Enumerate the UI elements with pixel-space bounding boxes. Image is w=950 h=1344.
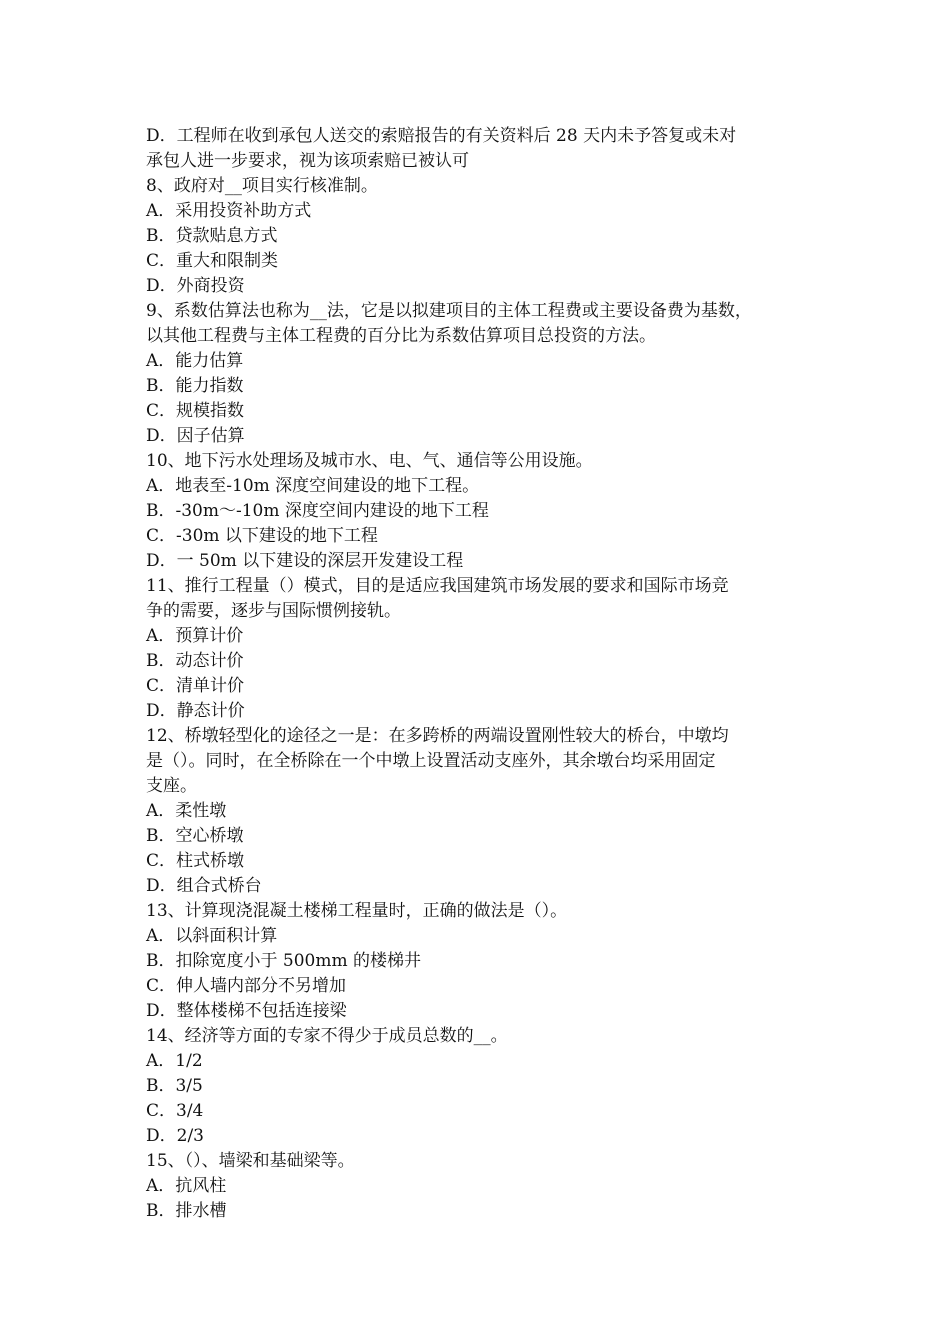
question-10-option-c: C．-30m 以下建设的地下工程: [146, 526, 378, 546]
question-9-stem-line-1: 9、系数估算法也称为__法，它是以拟建项目的主体工程费或主要设备费为基数，: [146, 301, 752, 321]
question-8-option-c: C．重大和限制类: [146, 251, 279, 271]
question-14-stem: 14、经济等方面的专家不得少于成员总数的__。: [146, 1026, 508, 1046]
question-14-option-d: D．2/3: [146, 1126, 204, 1146]
question-13-option-c: C．伸人墙内部分不另增加: [146, 976, 347, 996]
question-15-option-a: A．抗风柱: [146, 1176, 227, 1196]
question-12-option-d: D．组合式桥台: [146, 876, 262, 896]
question-12-stem-line-2: 是（）。同时，在全桥除在一个中墩上设置活动支座外，其余墩台均采用固定: [146, 751, 716, 771]
question-12-stem-line-3: 支座。: [146, 776, 197, 796]
question-15-option-b: B．排水槽: [146, 1201, 227, 1221]
question-11-stem-line-2: 争的需要，逐步与国际惯例接轨。: [146, 601, 401, 621]
question-9-option-b: B．能力指数: [146, 376, 244, 396]
question-8-option-d: D．外商投资: [146, 276, 245, 296]
question-13-option-a: A．以斜面积计算: [146, 926, 278, 946]
question-10-option-a: A．地表至-10m 深度空间建设的地下工程。: [146, 476, 480, 496]
document-page: [146, 124, 816, 1224]
question-12-stem-line-1: 12、桥墩轻型化的途径之一是：在多跨桥的两端设置刚性较大的桥台，中墩均: [146, 726, 729, 746]
question-11-option-d: D．静态计价: [146, 701, 245, 721]
question-12-option-a: A．柔性墩: [146, 801, 227, 821]
question-9-option-a: A．能力估算: [146, 351, 244, 371]
question-10-stem: 10、地下污水处理场及城市水、电、气、通信等公用设施。: [146, 451, 593, 471]
question-13-stem: 13、计算现浇混凝土楼梯工程量时，正确的做法是（）。: [146, 901, 568, 921]
question-12-option-c: C．柱式桥墩: [146, 851, 245, 871]
question-14-option-c: C．3/4: [146, 1101, 204, 1121]
question-14-option-a: A．1/2: [146, 1051, 203, 1071]
question-11-option-b: B．动态计价: [146, 651, 244, 671]
question-11-option-c: C．清单计价: [146, 676, 245, 696]
question-13-option-d: D．整体楼梯不包括连接梁: [146, 1001, 347, 1021]
question-14-option-b: B．3/5: [146, 1076, 203, 1096]
question-11-stem-line-1: 11、推行工程量（）模式，目的是适应我国建筑市场发展的要求和国际市场竞: [146, 576, 729, 596]
question-9-option-c: C．规模指数: [146, 401, 245, 421]
question-10-option-b: B．-30m～-10m 深度空间内建设的地下工程: [146, 501, 489, 521]
question-13-option-b: B．扣除宽度小于 500mm 的楼梯井: [146, 951, 421, 971]
question-11-option-a: A．预算计价: [146, 626, 244, 646]
question-8-stem: 8、政府对__项目实行核准制。: [146, 176, 378, 196]
option-d-line-2: 承包人进一步要求，视为该项索赔已被认可: [146, 151, 469, 171]
question-8-option-b: B．贷款贴息方式: [146, 226, 278, 246]
question-12-option-b: B．空心桥墩: [146, 826, 244, 846]
question-9-option-d: D．因子估算: [146, 426, 245, 446]
question-9-stem-line-2: 以其他工程费与主体工程费的百分比为系数估算项目总投资的方法。: [146, 326, 656, 346]
question-10-option-d: D．一 50m 以下建设的深层开发建设工程: [146, 551, 464, 571]
question-8-option-a: A．采用投资补助方式: [146, 201, 312, 221]
question-15-stem: 15、（）、墙梁和基础梁等。: [146, 1151, 355, 1171]
option-d-line-1: D．工程师在收到承包人送交的索赔报告的有关资料后 28 天内未予答复或未对: [146, 126, 737, 146]
